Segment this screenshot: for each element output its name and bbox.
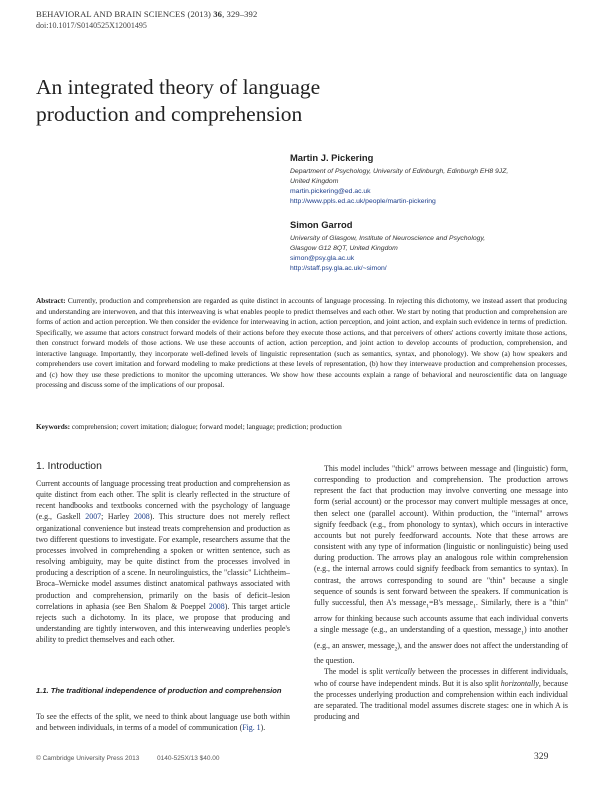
text-run: ). This structure does not merely reflect organizational convenience but instead treats comprehension and production as two different questions to investigate. For example, researchers assume that the processes involved in comprehending a spoken or written sentence, such as resolving ambiguity, may be quite distinct from the processes involved in producing a description of a scene. In neurolinguistics, the "classic" Lichtheim–Broca–Wernicke model assumes distinct anatomical pathways associated with production and comprehension, primarily on the basis of deficit–lesion correlations in aphasia (see Ben Shalom & Poeppel [36,512,290,611]
subscript: 2 [394,646,398,653]
author-affiliation: University of Glasgow, Institute of Neuroscience and Psychology, [290,235,486,242]
emphasis: vertically [385,667,416,677]
text-run: The model is split [324,667,386,677]
text-run: between the processes in different individuals, who of course have independent minds. But it is also split [314,667,568,688]
keywords-label: Keywords: [36,422,71,431]
subsection-paragraph [36,711,290,733]
text-run: ), and the answer does not affect the understanding of the question. [314,640,569,666]
author-url-link[interactable]: http://staff.psy.gla.ac.uk/~simon/ [290,265,387,272]
subscript: 1 [521,630,524,637]
author-name: Simon Garrod [290,219,353,230]
title-line-1: An integrated theory of language [36,75,321,99]
subsection-heading: 1.1. The traditional independence of production and comprehension [36,686,282,695]
doi: doi:10.1017/S0140525X12001495 [36,21,147,30]
text-run: ; Harley [101,512,134,522]
citation-link[interactable]: 2008 [133,512,150,522]
figure-link[interactable]: Fig. 1 [242,723,261,733]
author-affiliation: Department of Psychology, University of Edinburgh, Edinburgh EH8 9JZ, [290,168,509,175]
body-paragraph [314,463,568,666]
abstract [36,296,567,391]
citation-link[interactable]: 2007 [85,512,102,522]
author-affiliation: United Kingdom [290,178,339,185]
intro-paragraph [36,478,290,645]
text-run: Current accounts of language processing treat production and comprehension as quite distinct from each other. The split is clearly reflected in the structure of recent handbooks and textbooks concerned with the psychology of language (e.g., Gaskell [36,479,290,522]
title-line-2: production and comprehension [36,102,303,126]
text-run: =B's message [428,597,474,607]
author-affiliation: Glasgow G12 8QT, United Kingdom [290,245,398,252]
subscript: 1 [473,603,476,610]
author-url-link[interactable]: http://www.ppls.ed.ac.uk/people/martin-pickering [290,198,436,205]
emphasis: horizontally [500,678,539,688]
section-heading: 1. Introduction [36,461,102,472]
text-run: ). This target article rejects such a dichotomy. In its place, we propose that producing and understanding are tightly interwoven, and this interweaving underlies people's ability to predict themselves and each other. [36,601,290,645]
body-paragraph [314,666,568,722]
text-run: ). [260,723,266,733]
author-block [290,219,570,274]
text-run: To see the effects of the split, we need to think about language use both within and between individuals, in terms of a model of communication ( [36,712,290,733]
text-run: . Similarly, there is a "thin" arrow for thinking because such accounts assume that each individual converts a single message (e.g., an understanding of a question, message [314,597,568,634]
journal-volume: 36 [213,9,223,19]
text-run: , because the processes underlying production and comprehension within each individual are separated. The traditional model assumes discrete stages: one in which A is producing and [314,678,568,722]
subscript: 1 [426,603,429,610]
article-title [36,74,456,128]
journal-header [36,9,257,19]
abstract-text: Currently, production and comprehension are regarded as quite distinct in accounts of language processing. In rejecting this dichotomy, we instead assert that producing and understanding are interwoven, and that this interweaving is what enables people to predict themselves and each other. We start by noting that production and comprehension are forms of action and action perception. We then consider the evidence for interweaving in action, action perception, and joint action, and explain such evidence in terms of prediction. Specifically, we assume that actors construct forward models of their actions before they execute those actions, and that perceivers of others' actions covertly imitate those actions, then construct forward models of those actions. We use these accounts of action, action perception, and joint action to develop accounts of production, comprehension, and interactive language. Importantly, they incorporate well-defined levels of linguistic representation (such as semantics, syntax, and phonology). We show (a) how speakers and comprehenders use covert imitation and forward modeling to make predictions at these levels of representation, (b) how they interweave production and comprehension processes, and (c) how they use these predictions to monitor the upcoming utterances. We show how these accounts explain a range of behavioral and neuroscientific data on language processing and discuss some of the implications of our proposal. [36,296,568,390]
journal-name: BEHAVIORAL AND BRAIN SCIENCES (2013) [36,9,212,19]
keywords [36,422,567,431]
author-list [290,152,570,274]
page-number: 329 [534,751,549,762]
author-email-link[interactable]: simon@psy.gla.ac.uk [290,255,355,262]
citation-link[interactable]: 2008 [208,601,225,611]
copyright: © Cambridge University Press 2013 [36,755,140,762]
text-run: This model includes "thick" arrows between message and (linguistic) form, corresponding to production and comprehension. The production arrows represent the fact that production may involve converting one message into form (serial account) or the processor may convert multiple messages at once, then select one (parallel account). Within production, the "internal" arrows signify feedback (e.g., from phonology to syntax), which occurs in interactive accounts but not purely feedforward accounts. Note that these arrows are consistent with any type of information (linguistic or nonlinguistic) being used during production. The arrows play an analogous role within comprehension (e.g., the internal arrows could signify feedback from semantics to syntax). In contrast, the arrows corresponding to sound are "thin" because a single sequence of sounds is sent forward between the speakers. If communication is fully successful, then A's message [314,464,568,607]
keywords-text: comprehension; covert imitation; dialogue; forward model; language; prediction; production [71,422,342,431]
abstract-label: Abstract: [36,296,66,305]
journal-pages: , 329–392 [222,9,258,19]
issn: 0140-525X/13 $40.00 [157,755,220,762]
author-block [290,152,570,207]
right-column [314,463,568,722]
text-run: ) into another (e.g., an answer, message [314,624,569,650]
author-name: Martin J. Pickering [290,152,374,163]
author-email-link[interactable]: martin.pickering@ed.ac.uk [290,188,371,195]
